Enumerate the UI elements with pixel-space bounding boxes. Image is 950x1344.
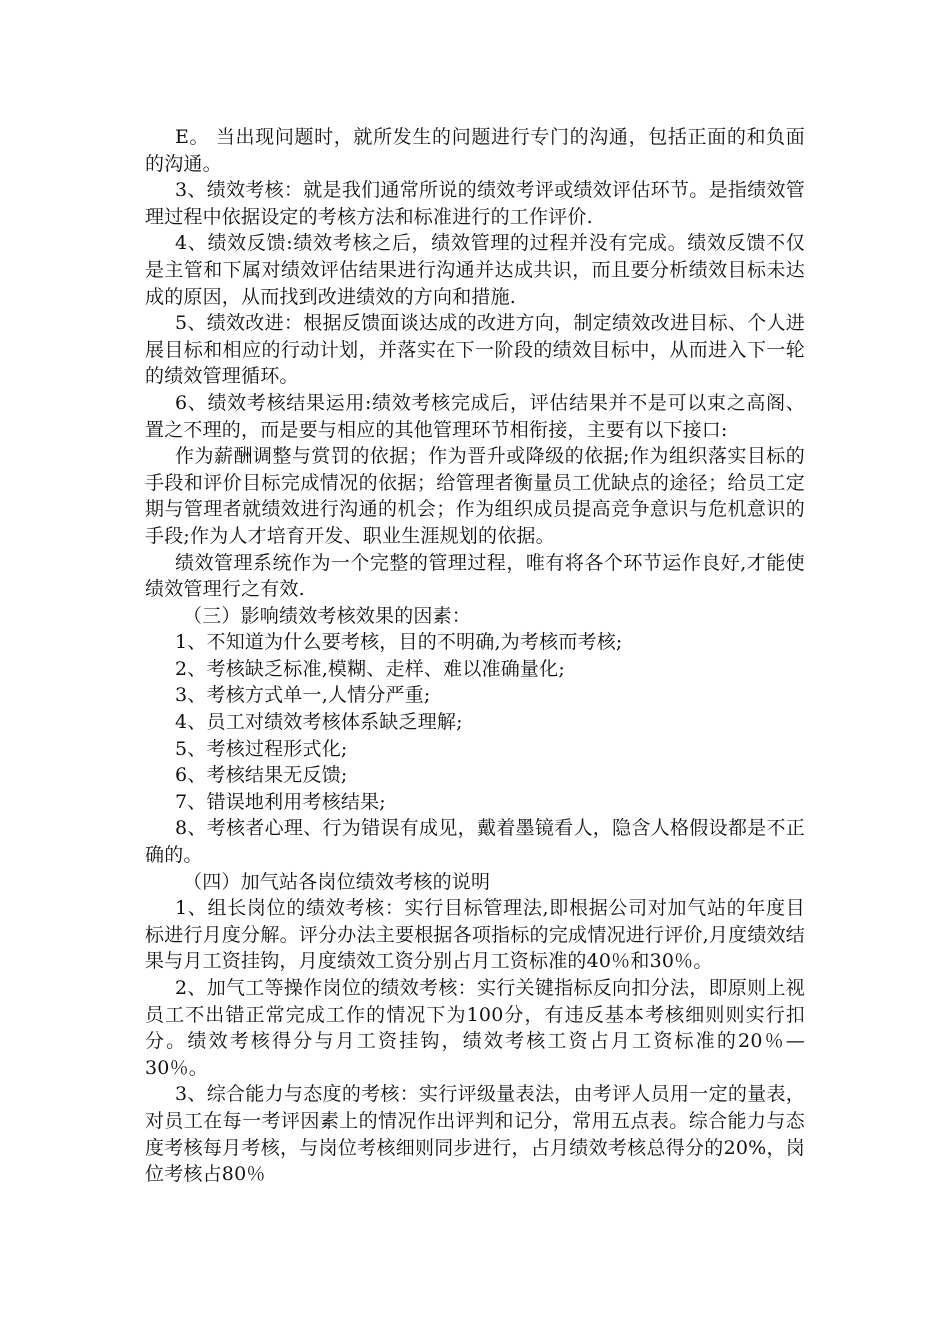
list-item-factor-5: 5、考核过程形式化; xyxy=(175,737,348,760)
list-item-factor-3: 3、考核方式单一,人情分严重; xyxy=(175,684,431,707)
list-item-factor-6: 6、考核结果无反馈; xyxy=(175,764,348,787)
list-item-factor-2: 2、考核缺乏标准,模糊、走样、难以准确量化; xyxy=(175,657,565,680)
section-heading-station-positions: （四）加气站各岗位绩效考核的说明 xyxy=(183,870,491,893)
section-heading-influencing-factors: （三）影响绩效考核效果的因素： xyxy=(183,604,472,627)
list-item-factor-8: 8、考核者心理、行为错误有成见，戴着墨镜看人，隐含人格假设都是不正确的。 xyxy=(145,817,805,867)
paragraph-ability-attitude-assessment: 3、综合能力与态度的考核：实行评级量表法，由考评人员用一定的量表，对员工在每一考评因素上的情况作出评判和记分，常用五点表。综合能力与态度考核每月考核，与岗位考核细则同步进行，占月绩效考核总得分的20%，岗位考核占80％ xyxy=(145,1083,805,1186)
paragraph-system-summary: 绩效管理系统作为一个完整的管理过程，唯有将各个环节运作良好,才能使绩效管理行之有效. xyxy=(145,551,805,601)
paragraph-performance-assessment: 3、绩效考核：就是我们通常所说的绩效考评或绩效评估环节。是指绩效管理过程中依据设定的考核方法和标准进行的工作评价. xyxy=(145,179,805,228)
paragraph-application-uses: 作为薪酬调整与赏罚的依据；作为晋升或降级的依据;作为组织落实目标的手段和评价目标完成情况的依据；给管理者衡量员工优缺点的途径；给员工定期与管理者就绩效进行沟通的机会；作为组织成员提高竞争意识与危机意识的手段;作为人才培育开发、职业生涯规划的依据。 xyxy=(145,445,805,547)
paragraph-team-leader-assessment: 1、组长岗位的绩效考核：实行目标管理法,即根据公司对加气站的年度目标进行月度分解。评分办法主要根据各项指标的完成情况进行评价,月度绩效结果与月工资挂钩，月度绩效工资分别占月工资标准的40％和30％。 xyxy=(145,897,805,973)
list-item-factor-1: 1、不知道为什么要考核，目的不明确,为考核而考核; xyxy=(175,631,623,654)
paragraph-e-communication: E。 当出现问题时，就所发生的问题进行专门的沟通，包括正面的和负面的沟通。 xyxy=(145,126,805,175)
list-item-factor-4: 4、员工对绩效考核体系缺乏理解; xyxy=(175,711,463,734)
paragraph-operator-assessment: 2、加气工等操作岗位的绩效考核：实行关键指标反向扣分法，即原则上视员工不出错正常完成工作的情况下为100分，有违反基本考核细则则实行扣分。绩效考核得分与月工资挂钩，绩效考核工资占月工资标准的20％—30％。 xyxy=(145,977,805,1079)
list-item-factor-7: 7、错误地利用考核结果; xyxy=(175,790,386,813)
paragraph-result-application: 6、绩效考核结果运用:绩效考核完成后，评估结果并不是可以束之高阁、置之不理的，而是要与相应的其他管理环节相衔接，主要有以下接口: xyxy=(145,391,805,441)
paragraph-performance-improvement: 5、绩效改进：根据反馈面谈达成的改进方向，制定绩效改进目标、个人进展目标和相应的行动计划，并落实在下一阶段的绩效目标中，从而进入下一轮的绩效管理循环。 xyxy=(145,312,805,388)
document-page xyxy=(145,124,805,1188)
paragraph-performance-feedback: 4、绩效反馈:绩效考核之后，绩效管理的过程并没有完成。绩效反馈不仅是主管和下属对绩效评估结果进行沟通并达成共识，而且要分析绩效目标未达成的原因，从而找到改进绩效的方向和措施. xyxy=(145,232,805,308)
